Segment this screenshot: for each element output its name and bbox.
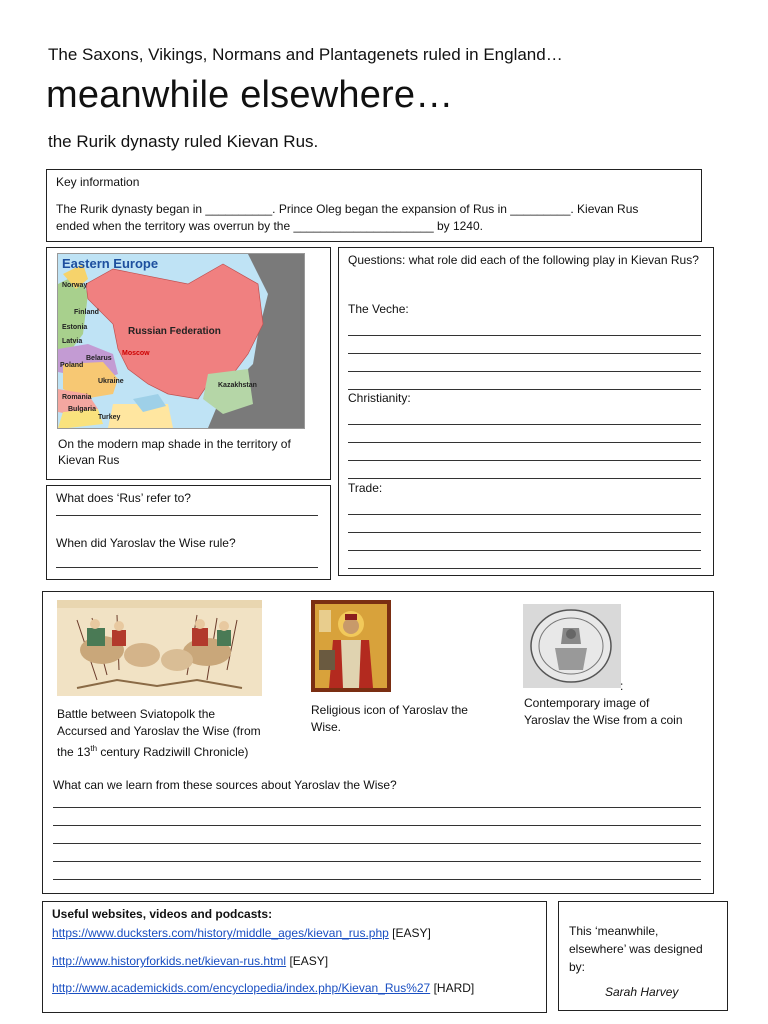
links-heading: Useful websites, videos and podcasts: — [52, 907, 273, 921]
questions-heading: Questions: what role did each of the following play in Kievan Rus? — [348, 253, 699, 267]
page-title: meanwhile elsewhere… — [46, 74, 454, 116]
key-info-box — [46, 169, 702, 242]
sources-answer-lines — [53, 790, 701, 880]
map-label-latvia: Latvia — [62, 338, 83, 345]
map-label-norway: Norway — [62, 282, 88, 289]
trade-label: Trade: — [348, 481, 383, 495]
coin-image — [523, 604, 621, 688]
credit-box — [558, 901, 728, 1011]
credit-line-1: This ‘meanwhile, — [569, 924, 659, 938]
battle-caption-line-2: Accursed and Yaroslav the Wise (from — [57, 724, 261, 738]
sources-question: What can we learn from these sources about Yaroslav the Wise? — [53, 778, 397, 792]
coin-caption — [524, 695, 683, 729]
map-label-finland: Finland — [74, 309, 99, 316]
rus-answer-line — [56, 515, 318, 516]
battle-caption-line-3 — [57, 740, 261, 761]
sources-box — [42, 591, 714, 894]
intro-text: The Saxons, Vikings, Normans and Plantagenets ruled in England… — [48, 45, 563, 64]
rus-questions-box — [46, 485, 331, 580]
map-label-romania: Romania — [62, 394, 92, 401]
key-info-line-1: The Rurik dynasty began in __________. Prince Oleg began the expansion of Rus in _________. Kievan Rus — [56, 202, 639, 216]
link-row-3 — [52, 980, 474, 997]
coin-caption-line-1: Contemporary image of — [524, 696, 650, 710]
subtitle: the Rurik dynasty ruled Kievan Rus. — [48, 132, 319, 151]
link-3-level: [HARD] — [433, 981, 475, 995]
battle-caption — [57, 706, 261, 761]
battle-caption-prefix: the 13 — [57, 745, 91, 759]
credit-author: Sarah Harvey — [605, 985, 679, 999]
map-label-belarus: Belarus — [86, 355, 112, 362]
map-label-poland: Poland — [60, 362, 84, 369]
trade-lines — [348, 497, 701, 569]
battle-caption-suffix: century Radziwill Chronicle) — [97, 745, 249, 759]
map-label-moscow: Moscow — [122, 350, 150, 357]
map-label-estonia: Estonia — [62, 324, 88, 331]
coin-caption-line-2: Yaroslav the Wise from a coin — [524, 713, 683, 727]
icon-caption — [311, 702, 468, 736]
map-label-turkey: Turkey — [98, 414, 121, 421]
map-caption: On the modern map shade in the territory of Kievan Rus — [58, 437, 291, 467]
key-info-line-2: ended when the territory was overrun by the _____________________ by 1240. — [56, 219, 483, 233]
credit-line-2: elsewhere’ was designed — [569, 942, 703, 956]
veche-label: The Veche: — [348, 302, 409, 316]
christianity-label: Christianity: — [348, 391, 411, 405]
map-label-russia: Russian Federation — [128, 326, 221, 337]
academickids-link[interactable]: http://www.academickids.com/encyclopedia/index.php/Kievan_Rus%27 — [52, 981, 431, 995]
battle-caption-ordinal: th — [90, 744, 98, 753]
ducksters-link[interactable]: https://www.ducksters.com/history/middle_ages/kievan_rus.php — [52, 926, 389, 940]
historyforkids-link[interactable]: http://www.historyforkids.net/kievan-rus.html — [52, 954, 287, 968]
link-row-2 — [52, 953, 328, 970]
yaroslav-rule-answer-line — [56, 567, 318, 568]
key-info-heading: Key information — [56, 175, 140, 189]
icon-caption-line-2: Wise. — [311, 720, 341, 734]
map-label-ukraine: Ukraine — [98, 378, 124, 385]
links-box — [42, 901, 547, 1013]
link-1-level: [EASY] — [392, 926, 431, 940]
map-label-bulgaria: Bulgaria — [68, 406, 97, 413]
credit-line-3: by: — [569, 960, 586, 974]
battle-caption-line-1: Battle between Sviatopolk the — [57, 707, 216, 721]
credit-text — [569, 922, 703, 976]
map-title: Eastern Europe — [62, 256, 159, 271]
rus-question: What does ‘Rus’ refer to? — [56, 491, 191, 505]
eastern-europe-map — [57, 253, 305, 429]
map-label-kazakhstan: Kazakhstan — [218, 382, 257, 389]
questions-box — [338, 247, 714, 576]
map-graphic — [58, 254, 304, 428]
christianity-lines — [348, 407, 701, 479]
link-row-1 — [52, 925, 431, 942]
link-2-level: [EASY] — [289, 954, 329, 968]
map-box — [46, 247, 331, 480]
coin-colon: : — [620, 679, 624, 693]
yaroslav-rule-question: When did Yaroslav the Wise rule? — [56, 536, 236, 550]
icon-caption-line-1: Religious icon of Yaroslav the — [311, 703, 468, 717]
yaroslav-icon-image — [311, 600, 391, 692]
veche-lines — [348, 318, 701, 390]
battle-illustration — [57, 600, 262, 696]
